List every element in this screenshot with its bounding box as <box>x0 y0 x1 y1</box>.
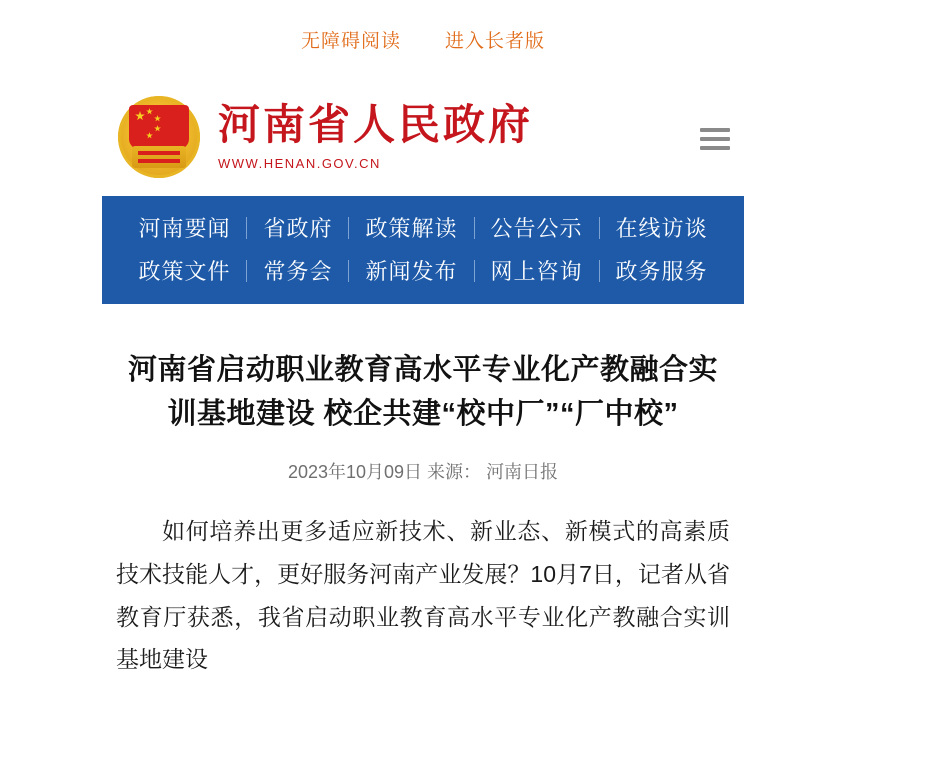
accessible-reading-link[interactable]: 无障碍阅读 <box>300 30 401 52</box>
article-meta <box>116 458 730 484</box>
nav-item-provincial-government[interactable]: 省政府 <box>263 216 333 241</box>
article-source-label: 来源： <box>427 462 482 483</box>
article-paragraph-1: 如何培养出更多适应新技术、新业态、新模式的高素质技术技能人才，更好服务河南产业发展？10月7日，记者从省教育厅获悉，我省启动职业教育高水平专业化产教融合实训基地建设 <box>116 518 730 673</box>
nav-item-executive-meeting[interactable]: 常务会 <box>263 259 333 284</box>
nav-row-1 <box>102 210 744 245</box>
nav-item-press-release[interactable]: 新闻发布 <box>365 259 458 284</box>
nav-row-2 <box>102 253 744 288</box>
nav-item-online-consultation[interactable]: 网上咨询 <box>490 259 583 284</box>
site-brand[interactable] <box>218 103 533 170</box>
content-column <box>102 0 744 704</box>
article-body <box>102 304 744 681</box>
nav-item-henan-news[interactable]: 河南要闻 <box>138 216 231 241</box>
hamburger-menu-icon[interactable] <box>700 128 730 150</box>
article-date: 2023年10月09日 <box>287 462 423 483</box>
main-navigation <box>102 196 744 304</box>
article-source-name: 河南日报 <box>486 462 559 483</box>
site-url: WWW.HENAN.GOV.CN <box>218 155 381 171</box>
nav-item-government-services[interactable]: 政务服务 <box>615 259 708 284</box>
site-title: 河南省人民政府 <box>218 103 534 150</box>
elder-version-link[interactable]: 进入长者版 <box>445 30 546 52</box>
national-emblem-icon <box>118 96 200 178</box>
accessibility-bar <box>102 0 744 78</box>
site-masthead <box>102 78 744 196</box>
article-headline: 河南省启动职业教育高水平专业化产教融合实训基地建设 校企共建“校中厂”“厂中校” <box>127 354 718 430</box>
nav-item-announcements[interactable]: 公告公示 <box>490 216 583 241</box>
nav-item-online-interview[interactable]: 在线访谈 <box>615 216 708 241</box>
nav-item-policy-interpretation[interactable]: 政策解读 <box>365 216 458 241</box>
nav-item-policy-documents[interactable]: 政策文件 <box>138 259 231 284</box>
